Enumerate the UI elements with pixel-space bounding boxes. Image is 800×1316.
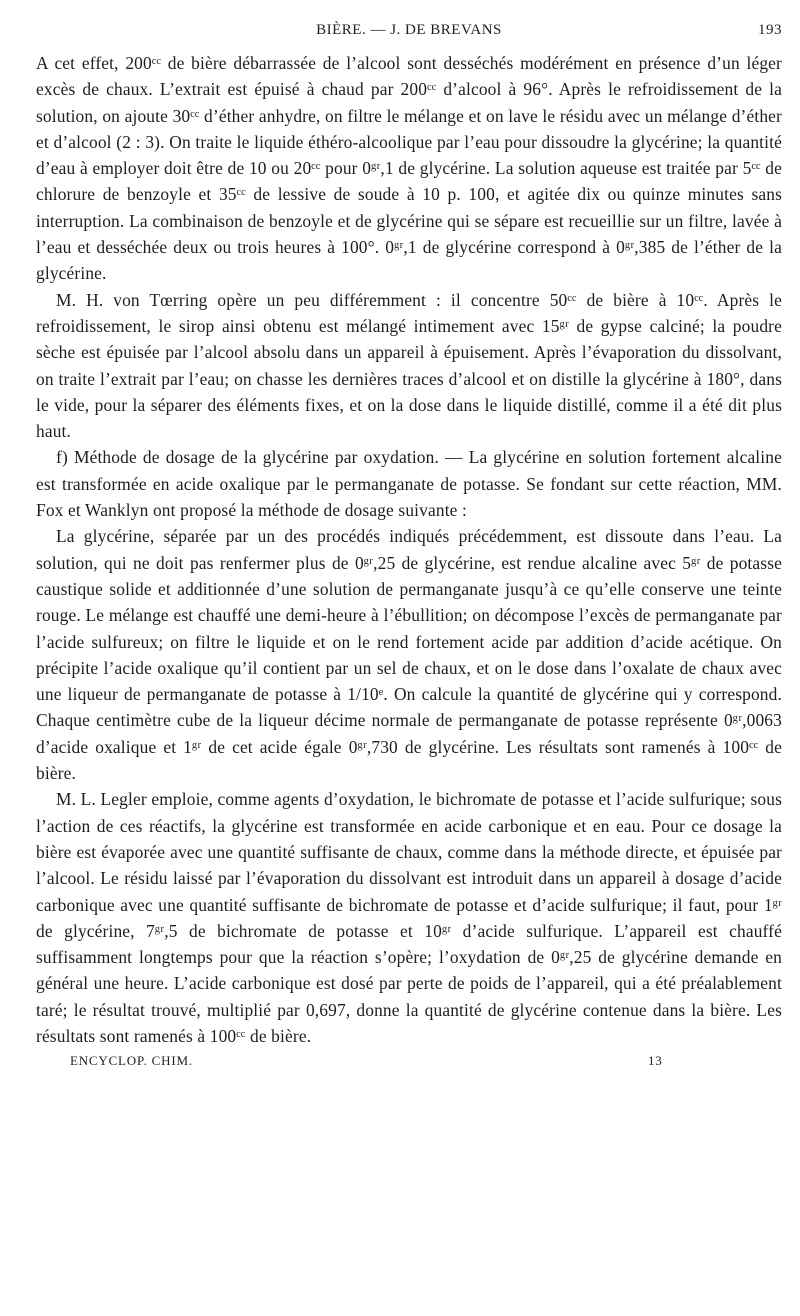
paragraph-5: M. L. Legler emploie, comme agents d’oxydation, le bichromate de potasse et l’acide sulfurique; sous l’action de ces réactifs, la glycérine est transformée en acide carbonique et en eau. Pour ce dosage la bière est évaporée avec une quantité suffisante de chaux, comme dans la méthode directe, et épuisée par l’alcool. Le résidu laissé par l’évaporation du dissolvant est introduit dans un appareil à dosage d’acide carbonique avec une quantité suffisante de bichromate de potasse et d’acide sulfurique; il faut, pour 1ᵍʳ de glycérine, 7ᵍʳ,5 de bichromate de potasse et 10ᵍʳ d’acide sulfurique. L’appareil est chauffé suffisamment longtemps pour que la réaction s’opère; l’oxydation de 0ᵍʳ,25 de glycérine demande en général une heure. L’acide carbonique est dosé par perte de poids de l’appareil, qui a été préalablement taré; le résultat trouvé, multiplié par 0,697, donne la quantité de glycérine contenue dans la bière. Les résultats sont ramenés à 100ᶜᶜ de bière. [36,789,782,1046]
running-header [36,22,782,48]
footer-sheet-number: 13 [648,1053,663,1069]
paragraph-2: M. H. von Tœrring opère un peu différemment : il concentre 50ᶜᶜ de bière à 10ᶜᶜ. Après le refroidissement, le sirop ainsi obtenu est mélangé intimement avec 15ᵍʳ de gypse calciné; la poudre sèche est épuisée par l’alcool absolu dans un appareil à épuisement. Après l’évaporation du dissolvant, on traite l’extrait par l’eau; on chasse les dernières traces d’alcool et on distille la glycérine à 180°, dans le vide, pour la séparer des éléments fixes, et on la dose dans le liquide distillé, comme il a été dit plus haut. [36,289,782,442]
body-text [36,50,782,1049]
paragraph-3: f) Méthode de dosage de la glycérine par oxydation. — La glycérine en solution fortement alcaline est transformée en acide oxalique par le permanganate de potasse. Se fondant sur cette réaction, MM. Fox et Wanklyn ont proposé la méthode de dosage suivante : [36,447,782,521]
paragraph-4: La glycérine, séparée par un des procédés indiqués précédemment, est dissoute dans l’eau. La solution, qui ne doit pas renfermer plus de 0ᵍʳ,25 de glycérine, est rendue alcaline avec 5ᵍʳ de potasse caustique solide et additionnée d’une solution de permanganate jusqu’à ce qu’elle conserve une teinte rouge. Le mélange est chauffé une demi-heure à l’ébullition; on décompose l’excès de permanganate par l’acide sulfureux; on filtre le liquide et on le rend fortement acide par addition d’acide acétique. On précipite l’acide oxalique qu’il contient par un sel de chaux, et on le dose dans l’oxalate de chaux avec une liqueur de permanganate de potasse à 1/10ᵉ. On calcule la quantité de glycérine qui y correspond. Chaque centimètre cube de la liqueur décime normale de permanganate de potasse représente 0ᵍʳ,0063 d’acide oxalique et 1ᵍʳ de cet acide égale 0ᵍʳ,730 de glycérine. Les résultats sont ramenés à 100ᶜᶜ de bière. [36,526,782,784]
paragraph-1: A cet effet, 200ᶜᶜ de bière débarrassée de l’alcool sont desséchés modérément en présence d’un léger excès de chaux. L’extrait est épuisé à chaud par 200ᶜᶜ d’alcool à 96°. Après le refroidissement de la solution, on ajoute 30ᶜᶜ d’éther anhydre, on filtre le mélange et on lave le résidu avec un mélange d’éther et d’alcool (2 : 3). On traite le liquide éthéro-alcoolique par l’eau pour dissoudre la glycérine; la quantité d’eau à employer doit être de 10 ou 20ᶜᶜ pour 0ᵍʳ,1 de glycérine. La solution aqueuse est traitée par 5ᶜᶜ de chlorure de benzoyle et 35ᶜᶜ de lessive de soude à 10 p. 100, et agitée dix ou quinze minutes sans interruption. La combinaison de benzoyle et de glycérine qui se sépare est recueillie sur un filtre, lavée à l’eau et desséchée deux ou trois heures à 100°. 0ᵍʳ,1 de glycérine correspond à 0ᵍʳ,385 de l’éther de la glycérine. [36,53,782,284]
running-title: BIÈRE. — J. DE BREVANS [316,22,502,38]
page [36,22,782,1075]
footer-signature: ENCYCLOP. CHIM. [70,1053,193,1069]
page-footer [36,1053,782,1075]
page-number: 193 [758,22,782,38]
